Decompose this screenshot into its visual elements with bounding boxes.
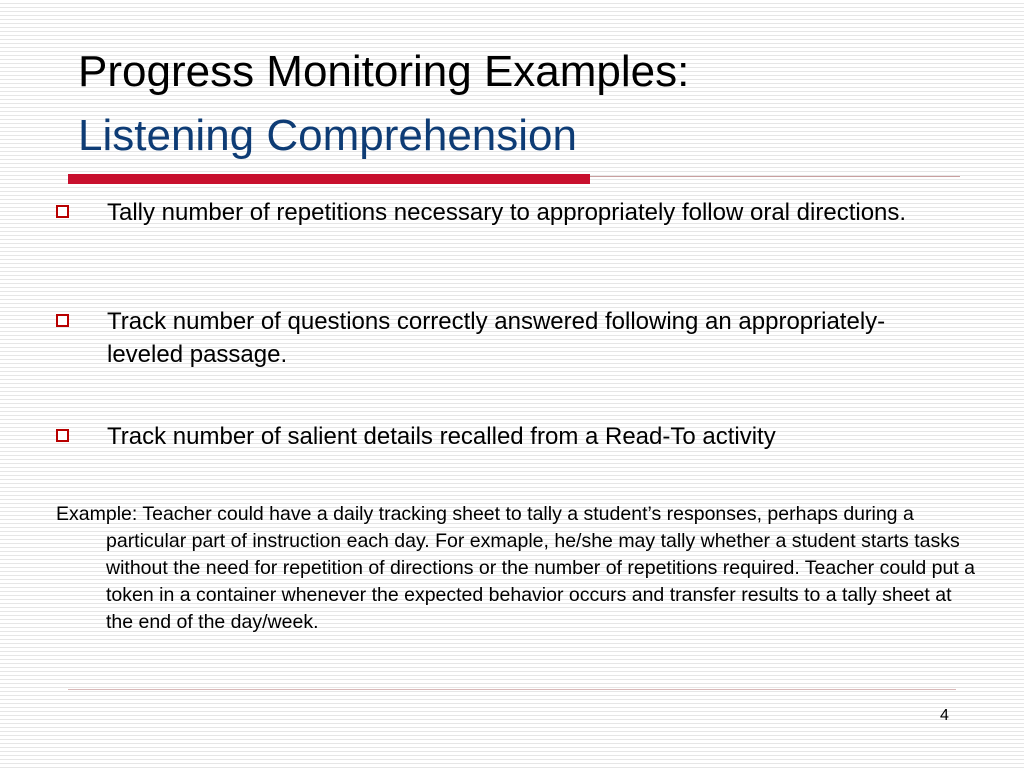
square-bullet-icon [56, 429, 69, 442]
bullet-item [56, 420, 936, 453]
square-bullet-icon [56, 205, 69, 218]
slide-title: Progress Monitoring Examples: [78, 47, 690, 96]
bullet-item [56, 305, 936, 371]
bullet-text: Track number of questions correctly answered following an appropriately-leveled passage. [107, 308, 886, 368]
title-underline-thin-line [590, 176, 960, 177]
square-bullet-icon [56, 314, 69, 327]
bullet-text: Tally number of repetitions necessary to appropriately follow oral directions. [107, 199, 907, 226]
slide-subtitle: Listening Comprehension [78, 111, 577, 160]
bullet-item [56, 196, 936, 229]
example-paragraph: Example: Teacher could have a daily tracking sheet to tally a student’s responses, perhaps during a particular part of instruction each day. For exmaple, he/she may tally whether a student starts tasks without the need for repetition of directions or the number of repetitions required. Teacher could put a token in a container whenever the expected behavior occurs and transfer results to a tally sheet at the end of the day/week. [56, 503, 975, 633]
title-underline-bar [68, 174, 590, 184]
bullet-text: Track number of salient details recalled from a Read-To activity [107, 423, 776, 450]
footer-divider [68, 689, 956, 690]
page-number: 4 [940, 707, 949, 724]
